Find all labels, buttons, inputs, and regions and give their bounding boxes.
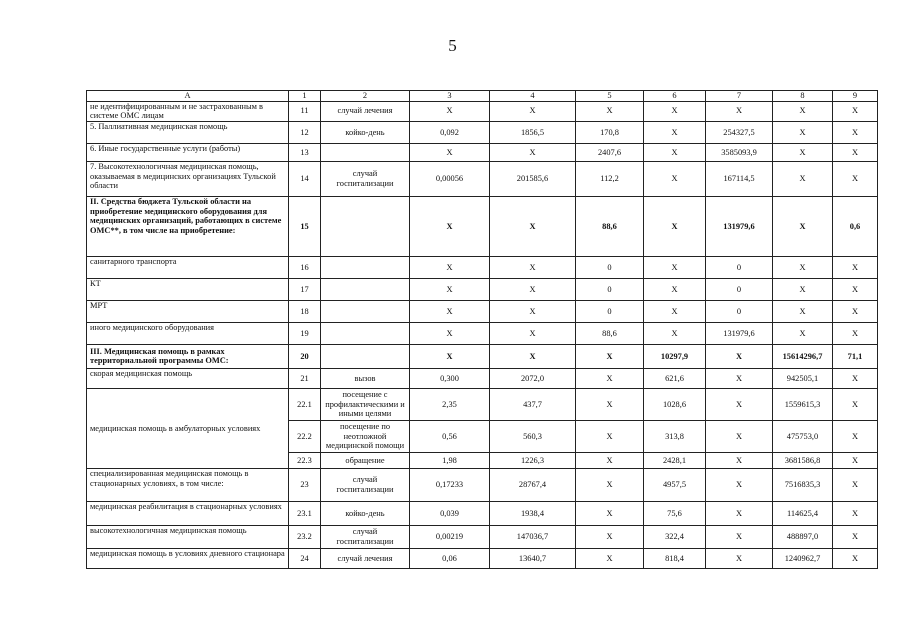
value-cell: 0,6	[833, 196, 878, 256]
value-cell: X	[644, 322, 706, 344]
unit-cell: случай лечения	[321, 548, 410, 568]
value-cell: 88,6	[576, 196, 644, 256]
value-cell: X	[576, 388, 644, 420]
column-header: 5	[576, 91, 644, 102]
value-cell: X	[833, 143, 878, 161]
row-label: санитарного транспорта	[87, 256, 289, 278]
value-cell: X	[490, 196, 576, 256]
value-cell: X	[576, 452, 644, 468]
value-cell: 0	[706, 278, 773, 300]
value-cell: X	[644, 101, 706, 121]
value-cell: X	[490, 300, 576, 322]
unit-cell: случай госпитализации	[321, 161, 410, 196]
table-row	[87, 322, 878, 344]
column-header: A	[87, 91, 289, 102]
column-header: 1	[289, 91, 321, 102]
value-cell: X	[773, 300, 833, 322]
value-cell: 313,8	[644, 420, 706, 452]
table-row	[87, 143, 878, 161]
row-number: 14	[289, 161, 321, 196]
unit-cell: посещение с профилактическими и иными целями	[321, 388, 410, 420]
row-label: иного медицинского оборудования	[87, 322, 289, 344]
table-row	[87, 525, 878, 548]
value-cell: 10297,9	[644, 344, 706, 368]
row-number: 21	[289, 368, 321, 388]
value-cell: X	[833, 322, 878, 344]
table-row	[87, 278, 878, 300]
row-number: 17	[289, 278, 321, 300]
row-label: специализированная медицинская помощь в стационарных условиях, в том числе:	[87, 468, 289, 501]
value-cell: 88,6	[576, 322, 644, 344]
value-cell: 0	[576, 256, 644, 278]
value-cell: X	[576, 468, 644, 501]
value-cell: 254327,5	[706, 121, 773, 143]
row-label: МРТ	[87, 300, 289, 322]
value-cell: X	[644, 121, 706, 143]
unit-cell	[321, 196, 410, 256]
value-cell: X	[833, 548, 878, 568]
value-cell: 15614296,7	[773, 344, 833, 368]
row-number: 16	[289, 256, 321, 278]
value-cell: X	[833, 525, 878, 548]
value-cell: X	[410, 278, 490, 300]
row-number: 18	[289, 300, 321, 322]
row-number: 23.2	[289, 525, 321, 548]
table-row	[87, 468, 878, 501]
value-cell: X	[833, 121, 878, 143]
value-cell: X	[410, 344, 490, 368]
value-cell: X	[410, 256, 490, 278]
row-number: 23.1	[289, 501, 321, 525]
unit-cell: вызов	[321, 368, 410, 388]
row-label: медицинская реабилитация в стационарных условиях	[87, 501, 289, 525]
row-number: 23	[289, 468, 321, 501]
value-cell: 0,300	[410, 368, 490, 388]
value-cell: 75,6	[644, 501, 706, 525]
unit-cell: койко-день	[321, 121, 410, 143]
value-cell: 1559615,3	[773, 388, 833, 420]
unit-cell	[321, 344, 410, 368]
value-cell: 131979,6	[706, 196, 773, 256]
row-number: 19	[289, 322, 321, 344]
value-cell: X	[576, 101, 644, 121]
value-cell: X	[833, 161, 878, 196]
value-cell: 28767,4	[490, 468, 576, 501]
value-cell: X	[644, 143, 706, 161]
value-cell: X	[410, 101, 490, 121]
data-table	[86, 90, 878, 569]
value-cell: X	[644, 196, 706, 256]
value-cell: X	[644, 256, 706, 278]
value-cell: 475753,0	[773, 420, 833, 452]
value-cell: X	[833, 468, 878, 501]
row-number: 15	[289, 196, 321, 256]
value-cell: 4957,5	[644, 468, 706, 501]
row-number: 22.3	[289, 452, 321, 468]
value-cell: X	[773, 101, 833, 121]
unit-cell	[321, 300, 410, 322]
value-cell: 1938,4	[490, 501, 576, 525]
row-label: скорая медицинская помощь	[87, 368, 289, 388]
value-cell: X	[706, 101, 773, 121]
value-cell: X	[490, 101, 576, 121]
value-cell: 488897,0	[773, 525, 833, 548]
value-cell: 13640,7	[490, 548, 576, 568]
table-row	[87, 196, 878, 256]
value-cell: 1028,6	[644, 388, 706, 420]
value-cell: 112,2	[576, 161, 644, 196]
table-row	[87, 368, 878, 388]
value-cell: 2,35	[410, 388, 490, 420]
table-row	[87, 121, 878, 143]
value-cell: X	[773, 196, 833, 256]
value-cell: 0	[576, 300, 644, 322]
value-cell: 2407,6	[576, 143, 644, 161]
value-cell: X	[706, 344, 773, 368]
unit-cell	[321, 278, 410, 300]
row-label: II. Средства бюджета Тульской области на приобретение медицинского оборудования для медицинских организаций, работающих в системе ОМС**, в том числе на приобретение:	[87, 196, 289, 256]
unit-cell	[321, 143, 410, 161]
value-cell: 114625,4	[773, 501, 833, 525]
column-header: 7	[706, 91, 773, 102]
unit-cell: случай лечения	[321, 101, 410, 121]
value-cell: X	[706, 452, 773, 468]
unit-cell: случай госпитализации	[321, 468, 410, 501]
value-cell: X	[644, 161, 706, 196]
value-cell: 1856,5	[490, 121, 576, 143]
value-cell: X	[576, 548, 644, 568]
value-cell: X	[490, 256, 576, 278]
value-cell: 170,8	[576, 121, 644, 143]
value-cell: X	[773, 121, 833, 143]
row-label: 6. Иные государственные услуги (работы)	[87, 143, 289, 161]
unit-cell	[321, 322, 410, 344]
value-cell: X	[773, 278, 833, 300]
value-cell: 147036,7	[490, 525, 576, 548]
value-cell: 3585093,9	[706, 143, 773, 161]
value-cell: X	[576, 525, 644, 548]
value-cell: 0,17233	[410, 468, 490, 501]
value-cell: 621,6	[644, 368, 706, 388]
value-cell: X	[833, 278, 878, 300]
value-cell: 0,039	[410, 501, 490, 525]
unit-cell: койко-день	[321, 501, 410, 525]
value-cell: 437,7	[490, 388, 576, 420]
row-number: 24	[289, 548, 321, 568]
value-cell: X	[490, 143, 576, 161]
value-cell: X	[833, 452, 878, 468]
column-header: 6	[644, 91, 706, 102]
value-cell: 0	[576, 278, 644, 300]
table-row	[87, 161, 878, 196]
value-cell: X	[706, 501, 773, 525]
value-cell: X	[833, 368, 878, 388]
value-cell: 0,092	[410, 121, 490, 143]
value-cell: 201585,6	[490, 161, 576, 196]
value-cell: X	[833, 256, 878, 278]
value-cell: 0	[706, 300, 773, 322]
value-cell: 3681586,8	[773, 452, 833, 468]
value-cell: X	[576, 344, 644, 368]
row-number: 12	[289, 121, 321, 143]
value-cell: X	[833, 388, 878, 420]
value-cell: 0	[706, 256, 773, 278]
value-cell: X	[490, 344, 576, 368]
table-row	[87, 344, 878, 368]
row-number: 11	[289, 101, 321, 121]
unit-cell: посещение по неотложной медицинской помощи	[321, 420, 410, 452]
value-cell: 0,06	[410, 548, 490, 568]
value-cell: X	[833, 300, 878, 322]
row-label: медицинская помощь в условиях дневного стационара	[87, 548, 289, 568]
page-number: 5	[448, 36, 457, 55]
row-number: 13	[289, 143, 321, 161]
row-label: III. Медицинская помощь в рамках территориальной программы ОМС:	[87, 344, 289, 368]
value-cell: 1,98	[410, 452, 490, 468]
value-cell: X	[576, 420, 644, 452]
value-cell: X	[576, 368, 644, 388]
value-cell: 2072,0	[490, 368, 576, 388]
value-cell: 942505,1	[773, 368, 833, 388]
value-cell: X	[410, 300, 490, 322]
value-cell: 167114,5	[706, 161, 773, 196]
column-header: 9	[833, 91, 878, 102]
value-cell: X	[706, 548, 773, 568]
row-label: 7. Высокотехнологичная медицинская помощь, оказываемая в медицинских организациях Тульской области	[87, 161, 289, 196]
value-cell: X	[410, 322, 490, 344]
value-cell: X	[833, 101, 878, 121]
value-cell: 560,3	[490, 420, 576, 452]
row-label: КТ	[87, 278, 289, 300]
table-row	[87, 300, 878, 322]
table-row	[87, 101, 878, 121]
unit-cell: обращение	[321, 452, 410, 468]
column-header: 8	[773, 91, 833, 102]
table-row	[87, 501, 878, 525]
row-number: 20	[289, 344, 321, 368]
unit-cell	[321, 256, 410, 278]
value-cell: X	[833, 501, 878, 525]
value-cell: 818,4	[644, 548, 706, 568]
row-label: медицинская помощь в амбулаторных условиях	[87, 388, 289, 468]
value-cell: 7516835,3	[773, 468, 833, 501]
row-label: высокотехнологичная медицинская помощь	[87, 525, 289, 548]
value-cell: 0,00219	[410, 525, 490, 548]
value-cell: 322,4	[644, 525, 706, 548]
value-cell: X	[773, 256, 833, 278]
row-number: 22.2	[289, 420, 321, 452]
value-cell: X	[490, 322, 576, 344]
value-cell: 0,00056	[410, 161, 490, 196]
value-cell: X	[706, 420, 773, 452]
value-cell: X	[773, 161, 833, 196]
table-row	[87, 388, 878, 420]
row-label: 5. Паллиативная медицинская помощь	[87, 121, 289, 143]
value-cell: X	[706, 525, 773, 548]
value-cell: 131979,6	[706, 322, 773, 344]
column-header: 4	[490, 91, 576, 102]
value-cell: X	[706, 368, 773, 388]
header-row	[87, 91, 878, 102]
value-cell: X	[490, 278, 576, 300]
column-header: 3	[410, 91, 490, 102]
row-number: 22.1	[289, 388, 321, 420]
value-cell: 0,56	[410, 420, 490, 452]
value-cell: X	[644, 300, 706, 322]
unit-cell: случай госпитализации	[321, 525, 410, 548]
value-cell: X	[576, 501, 644, 525]
value-cell: 71,1	[833, 344, 878, 368]
table-row	[87, 548, 878, 568]
value-cell: X	[706, 468, 773, 501]
row-label: не идентифицированным и не застрахованным в системе ОМС лицам	[87, 101, 289, 121]
value-cell: X	[833, 420, 878, 452]
value-cell: 1240962,7	[773, 548, 833, 568]
value-cell: X	[410, 196, 490, 256]
value-cell: 1226,3	[490, 452, 576, 468]
value-cell: X	[706, 388, 773, 420]
value-cell: X	[410, 143, 490, 161]
value-cell: 2428,1	[644, 452, 706, 468]
value-cell: X	[773, 322, 833, 344]
table-row	[87, 256, 878, 278]
value-cell: X	[644, 278, 706, 300]
column-header: 2	[321, 91, 410, 102]
value-cell: X	[773, 143, 833, 161]
